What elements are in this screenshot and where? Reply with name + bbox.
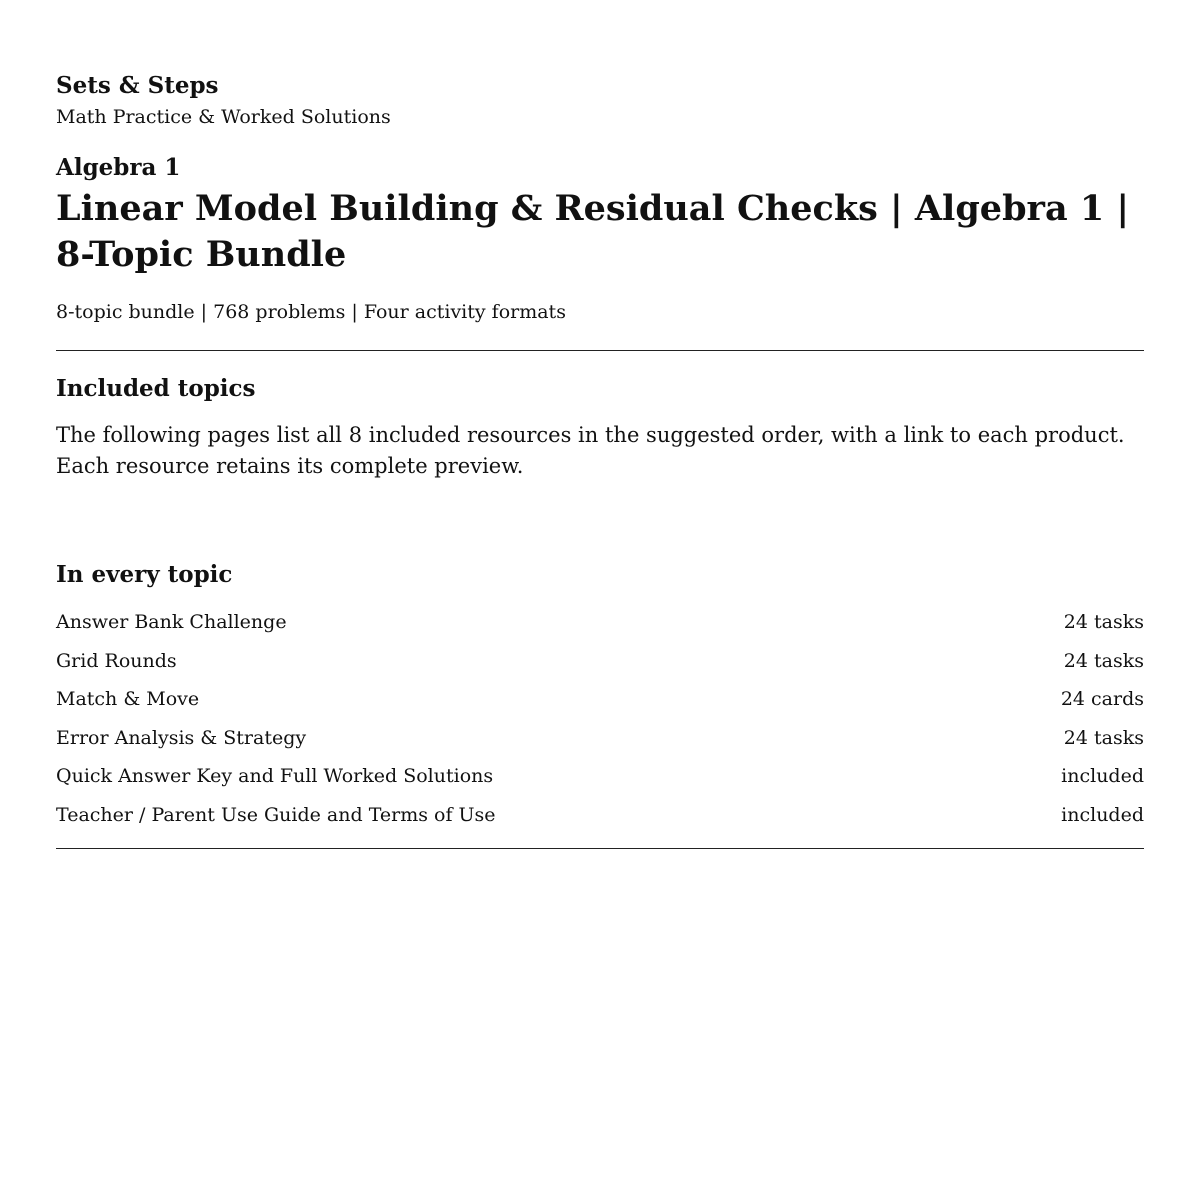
included-topics-heading: Included topics bbox=[56, 375, 256, 402]
brand-name: Sets & Steps bbox=[56, 72, 219, 99]
every-topic-list bbox=[56, 606, 1144, 838]
item-count: 24 tasks bbox=[1063, 726, 1144, 749]
list-item bbox=[56, 645, 1144, 684]
item-label: Error Analysis & Strategy bbox=[56, 726, 307, 749]
item-label: Match & Move bbox=[56, 688, 200, 711]
list-item bbox=[56, 799, 1144, 838]
item-label: Grid Rounds bbox=[56, 649, 177, 672]
item-label: Teacher / Parent Use Guide and Terms of Use bbox=[56, 803, 496, 826]
top-divider bbox=[56, 350, 1144, 351]
list-item bbox=[56, 760, 1144, 799]
item-count: included bbox=[1061, 803, 1144, 826]
item-count: 24 tasks bbox=[1063, 611, 1144, 633]
every-topic-heading: In every topic bbox=[56, 561, 233, 588]
bottom-divider bbox=[56, 848, 1144, 849]
item-count: 24 cards bbox=[1060, 688, 1144, 711]
brand-tagline: Math Practice & Worked Solutions bbox=[56, 106, 391, 128]
product-title: Linear Model Building & Residual Checks | Algebra 1 | 8-Topic Bundle bbox=[56, 188, 1130, 275]
item-label: Answer Bank Challenge bbox=[56, 611, 287, 633]
item-label: Quick Answer Key and Full Worked Solutions bbox=[56, 765, 494, 788]
item-count: 24 tasks bbox=[1063, 649, 1144, 672]
item-count: included bbox=[1061, 765, 1144, 788]
product-summary: 8-topic bundle | 768 problems | Four activity formats bbox=[56, 301, 566, 323]
included-topics-description: The following pages list all 8 included resources in the suggested order, with a link to each product. Each resource retains its complete preview. bbox=[56, 423, 1125, 478]
list-item bbox=[56, 606, 1144, 645]
list-item bbox=[56, 683, 1144, 722]
list-item bbox=[56, 722, 1144, 761]
course-label: Algebra 1 bbox=[56, 154, 181, 181]
